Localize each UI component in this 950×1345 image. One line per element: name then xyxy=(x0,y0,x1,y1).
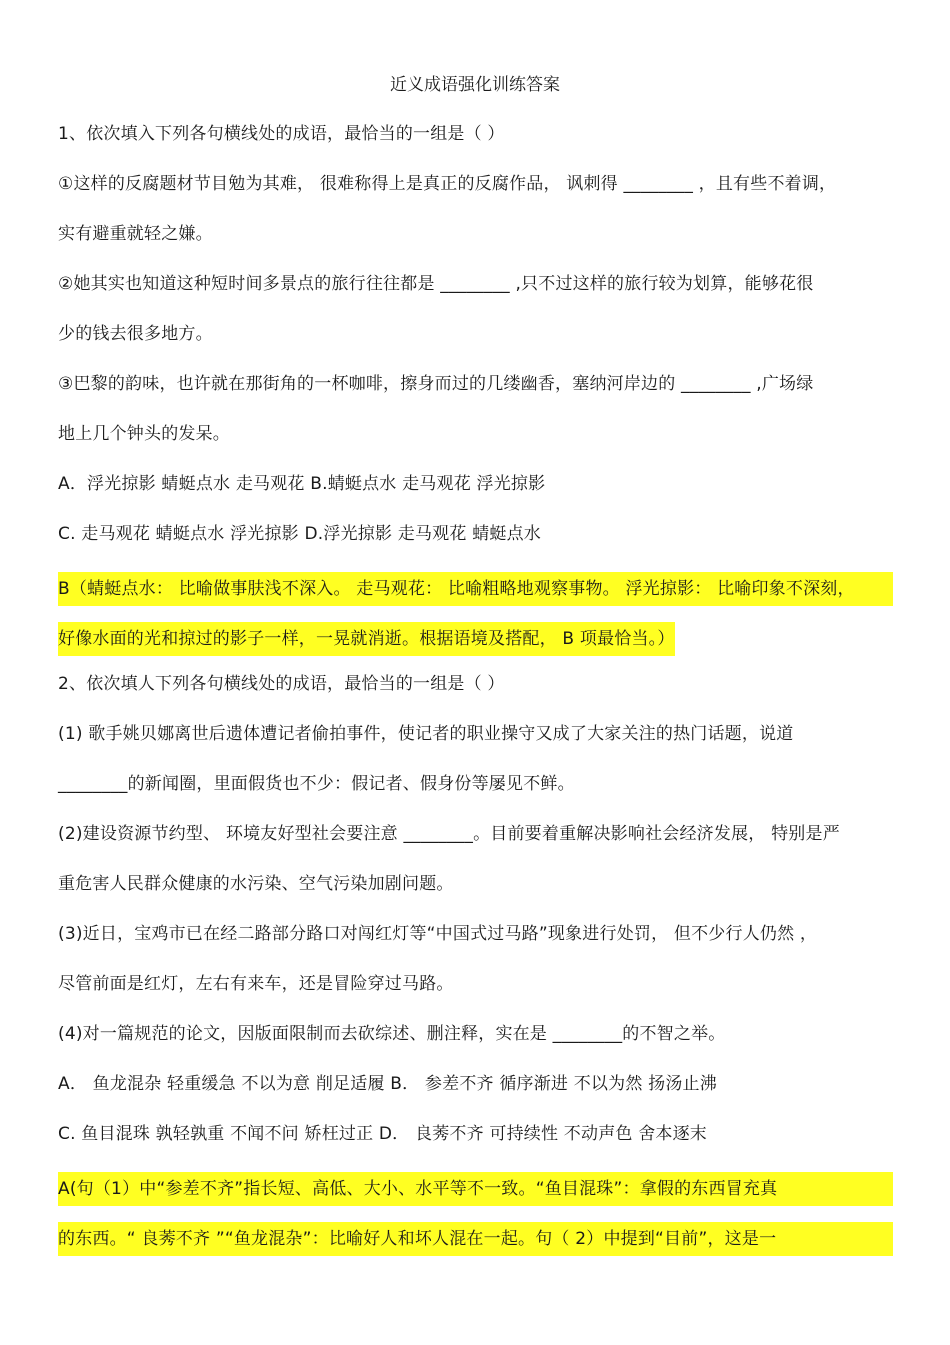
question-1-sentence-2-cont: 少的钱去很多地方。 xyxy=(58,324,213,344)
question-1-answer-line-2-wrap xyxy=(58,622,675,656)
question-1-sentence-1: ①这样的反腐题材节目勉为其难， 很难称得上是真正的反腐作品， 讽刺得 ________ ，且有些不着调， xyxy=(58,174,837,194)
question-1-answer-line-1: B（蜻蜓点水： 比喻做事肤浅不深入。 走马观花： 比喻粗略地观察事物。 浮光掠影： 比喻印象不深刻， xyxy=(58,572,893,606)
question-2-answer-line-2-wrap xyxy=(58,1222,893,1256)
question-1-stem: 1、依次填入下列各句横线处的成语，最恰当的一组是（ ） xyxy=(58,124,505,144)
question-1-options-cd: C. 走马观花 蜻蜓点水 浮光掠影 D.浮光掠影 走马观花 蜻蜓点水 xyxy=(58,524,541,544)
question-1-sentence-2: ②她其实也知道这种短时间多景点的旅行往往都是 ________ ,只不过这样的旅行较为划算，能够花很 xyxy=(58,274,814,294)
question-1-sentence-1-cont: 实有避重就轻之嫌。 xyxy=(58,224,213,244)
question-1-options-ab: A．浮光掠影 蜻蜓点水 走马观花 B.蜻蜓点水 走马观花 浮光掠影 xyxy=(58,474,546,494)
question-2-options-cd: C. 鱼目混珠 孰轻孰重 不闻不问 矫枉过正 D． 良莠不齐 可持续性 不动声色 舍本逐末 xyxy=(58,1124,707,1144)
question-2-sentence-3-cont: 尽管前面是红灯，左右有来车，还是冒险穿过马路。 xyxy=(58,974,454,994)
question-2-answer-line-1: A(句（1）中“参差不齐”指长短、高低、大小、水平等不一致。“鱼目混珠”：拿假的东西冒充真 xyxy=(58,1172,893,1206)
question-2-sentence-2-cont: 重危害人民群众健康的水污染、空气污染加剧问题。 xyxy=(58,874,454,894)
question-2-options-ab: A． 鱼龙混杂 轻重缓急 不以为意 削足适履 B． 参差不齐 循序渐进 不以为然 扬汤止沸 xyxy=(58,1074,717,1094)
question-2-answer-line-2: 的东西。“ 良莠不齐 ”“鱼龙混杂”：比喻好人和坏人混在一起。句（ 2）中提到“目前”，这是一 xyxy=(58,1222,893,1256)
question-2-sentence-3: (3)近日，宝鸡市已在经二路部分路口对闯红灯等“中国式过马路”现象进行处罚， 但不少行人仍然 ， xyxy=(58,924,818,944)
question-2-sentence-1-cont: ________的新闻圈，里面假货也不少：假记者、假身份等屡见不鲜。 xyxy=(58,774,575,794)
question-1-answer-line-1-wrap xyxy=(58,572,893,606)
question-1-answer-line-2: 好像水面的光和掠过的影子一样，一晃就消逝。根据语境及搭配， B 项最恰当。） xyxy=(58,622,675,656)
question-2-sentence-1: (1) 歌手姚贝娜离世后遗体遭记者偷拍事件，使记者的职业操守又成了大家关注的热门话题，说道 xyxy=(58,724,794,744)
question-1-sentence-3-cont: 地上几个钟头的发呆。 xyxy=(58,424,230,444)
question-1-sentence-3: ③巴黎的韵味，也许就在那街角的一杯咖啡，擦身而过的几缕幽香，塞纳河岸边的 ________ ,广场绿 xyxy=(58,374,814,394)
question-2-sentence-2: (2)建设资源节约型、 环境友好型社会要注意 ________。目前要着重解决影响社会经济发展， 特别是严 xyxy=(58,824,840,844)
question-2-sentence-4: (4)对一篇规范的论文，因版面限制而去砍综述、删注释，实在是 ________的不智之举。 xyxy=(58,1024,726,1044)
question-2-stem: 2、依次填人下列各句横线处的成语，最恰当的一组是（ ） xyxy=(58,674,505,694)
page-title: 近义成语强化训练答案 xyxy=(390,75,560,95)
question-2-answer-line-1-wrap xyxy=(58,1172,893,1206)
